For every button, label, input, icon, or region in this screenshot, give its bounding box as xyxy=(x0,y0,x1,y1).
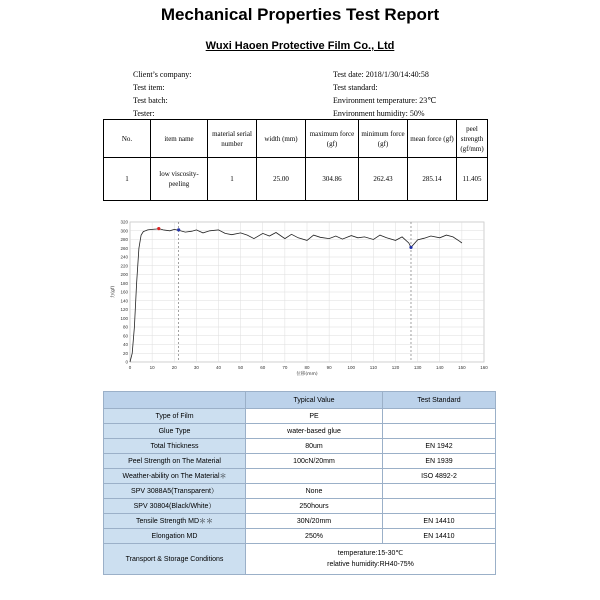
spec-header-blank xyxy=(104,392,246,409)
test-batch-label: Test batch: xyxy=(133,96,168,105)
x-tick-label: 70 xyxy=(282,365,288,370)
spec-label: Weather-ability on The Material＊ xyxy=(104,469,246,484)
spec-value: None xyxy=(246,484,383,499)
spec-row xyxy=(104,484,496,499)
col-mean-force-header: mean force (gf) xyxy=(408,120,457,158)
y-axis-label: 力(gf) xyxy=(111,285,116,299)
results-table xyxy=(103,119,488,201)
marker-start xyxy=(177,228,180,231)
x-tick-label: 30 xyxy=(193,365,199,370)
x-tick-label: 160 xyxy=(480,365,488,370)
spec-row xyxy=(104,409,496,424)
environment-humidity: Environment humidity: 50% xyxy=(333,109,425,118)
environment-temperature: Environment temperature: 23℃ xyxy=(333,96,437,105)
x-tick-label: 110 xyxy=(369,365,377,370)
cell-serial: 1 xyxy=(208,158,257,201)
transport-value xyxy=(246,544,496,575)
spec-header-row xyxy=(104,392,496,409)
y-tick-label: 40 xyxy=(122,342,128,347)
x-tick-label: 40 xyxy=(215,365,222,370)
x-axis-label: 位移(mm) xyxy=(296,372,318,377)
spec-standard: EN 14410 xyxy=(383,514,496,529)
cell-mean-force: 285.14 xyxy=(408,158,457,201)
spec-row xyxy=(104,469,496,484)
spec-standard: ISO 4892-2 xyxy=(383,469,496,484)
x-tick-label: 140 xyxy=(435,365,444,370)
x-tick-label: 50 xyxy=(238,365,244,370)
test-item-label: Test item: xyxy=(133,83,165,92)
col-serial-header: material serial number xyxy=(208,120,257,158)
spec-value: 250hours xyxy=(246,499,383,514)
spec-value xyxy=(246,469,383,484)
y-tick-label: 300 xyxy=(120,228,128,234)
test-standard-label: Test standard: xyxy=(333,83,378,92)
spec-value: 250% xyxy=(246,529,383,544)
spec-header-standard: Test Standard xyxy=(383,392,496,409)
y-tick-label: 140 xyxy=(120,298,128,304)
x-tick-label: 150 xyxy=(458,365,466,370)
y-tick-label: 260 xyxy=(120,245,128,251)
x-tick-label: 20 xyxy=(171,365,177,370)
transport-temperature: temperature:15-30℃ xyxy=(337,550,404,557)
x-tick-label: 120 xyxy=(391,365,400,370)
spec-standard: EN 1939 xyxy=(383,454,496,469)
chart-svg xyxy=(108,216,490,378)
x-tick-label: 60 xyxy=(260,365,266,370)
y-tick-label: 320 xyxy=(120,219,128,225)
col-max-force-header: maximum force (gf) xyxy=(306,120,359,158)
spec-label: Total Thickness xyxy=(104,439,246,454)
spec-value: 80um xyxy=(246,439,383,454)
marker-max xyxy=(157,227,160,230)
y-tick-label: 20 xyxy=(122,350,128,356)
cell-width: 25.00 xyxy=(257,158,306,201)
spec-label: Type of Film xyxy=(104,409,246,424)
client-company-label: Client’s company: xyxy=(133,70,192,79)
y-tick-label: 200 xyxy=(120,272,128,277)
y-tick-label: 220 xyxy=(120,263,128,269)
spec-value: 30N/20mm xyxy=(246,514,383,529)
spec-table xyxy=(103,391,496,575)
spec-label: SPV 3088A5(Transparent） xyxy=(104,484,246,499)
spec-row xyxy=(104,529,496,544)
transport-humidity: relative humidity:RH40-75% xyxy=(327,561,414,568)
spec-standard xyxy=(383,484,496,499)
y-tick-label: 0 xyxy=(125,359,128,365)
cell-peel-strength: 11.405 xyxy=(457,158,488,201)
col-peel-strength-header: peel strength (gf/mm) xyxy=(457,120,488,158)
spec-standard xyxy=(383,424,496,439)
x-tick-label: 90 xyxy=(326,365,332,370)
y-tick-label: 240 xyxy=(120,254,128,260)
spec-value: 100cN/20mm xyxy=(246,454,383,469)
col-min-force-header: minimum force (gf) xyxy=(359,120,408,158)
cell-min-force: 262.43 xyxy=(359,158,408,201)
spec-label: Elongation MD xyxy=(104,529,246,544)
spec-standard: EN 1942 xyxy=(383,439,496,454)
x-tick-label: 130 xyxy=(413,365,422,370)
y-tick-label: 180 xyxy=(120,280,128,286)
y-tick-label: 120 xyxy=(120,307,128,312)
cell-item-name: low viscosity-peeling xyxy=(151,158,208,201)
y-tick-label: 160 xyxy=(120,289,128,295)
spec-row xyxy=(104,499,496,514)
spec-row xyxy=(104,439,496,454)
spec-label: Glue Type xyxy=(104,424,246,439)
col-width-header: width (mm) xyxy=(257,120,306,158)
spec-value: PE xyxy=(246,409,383,424)
spec-row xyxy=(104,514,496,529)
results-header-row xyxy=(104,120,488,158)
spec-value: water-based glue xyxy=(246,424,383,439)
cell-no: 1 xyxy=(104,158,151,201)
spec-row xyxy=(104,454,496,469)
test-date: Test date: 2018/1/30/14:40:58 xyxy=(333,70,429,79)
col-no-header: No. xyxy=(104,120,151,158)
spec-row-transport xyxy=(104,544,496,575)
spec-standard xyxy=(383,499,496,514)
col-item-name-header: item name xyxy=(151,120,208,158)
report-title: Mechanical Properties Test Report xyxy=(160,5,440,24)
transport-label: Transport & Storage Conditions xyxy=(104,544,246,575)
results-row xyxy=(104,158,488,201)
tester-label: Tester: xyxy=(133,109,155,118)
y-tick-label: 80 xyxy=(122,324,128,330)
company-name: Wuxi Haoen Protective Film Co., Ltd xyxy=(205,40,395,52)
y-tick-label: 60 xyxy=(122,333,128,339)
x-tick-label: 100 xyxy=(347,365,356,370)
spec-label: SPV 30804(Black/White） xyxy=(104,499,246,514)
x-tick-label: 80 xyxy=(304,365,310,370)
x-tick-label: 10 xyxy=(149,365,155,370)
y-tick-label: 100 xyxy=(120,315,128,321)
spec-standard: EN 14410 xyxy=(383,529,496,544)
cell-max-force: 304.86 xyxy=(306,158,359,201)
spec-row xyxy=(104,424,496,439)
force-displacement-chart xyxy=(108,216,490,378)
spec-label: Tensile Strength MD＊＊ xyxy=(104,514,246,529)
spec-standard xyxy=(383,409,496,424)
spec-label: Peel Strength on The Material xyxy=(104,454,246,469)
spec-header-typical: Typical Value xyxy=(246,392,383,409)
marker-min xyxy=(409,246,412,249)
y-tick-label: 280 xyxy=(120,237,128,242)
x-tick-label: 0 xyxy=(128,365,132,370)
